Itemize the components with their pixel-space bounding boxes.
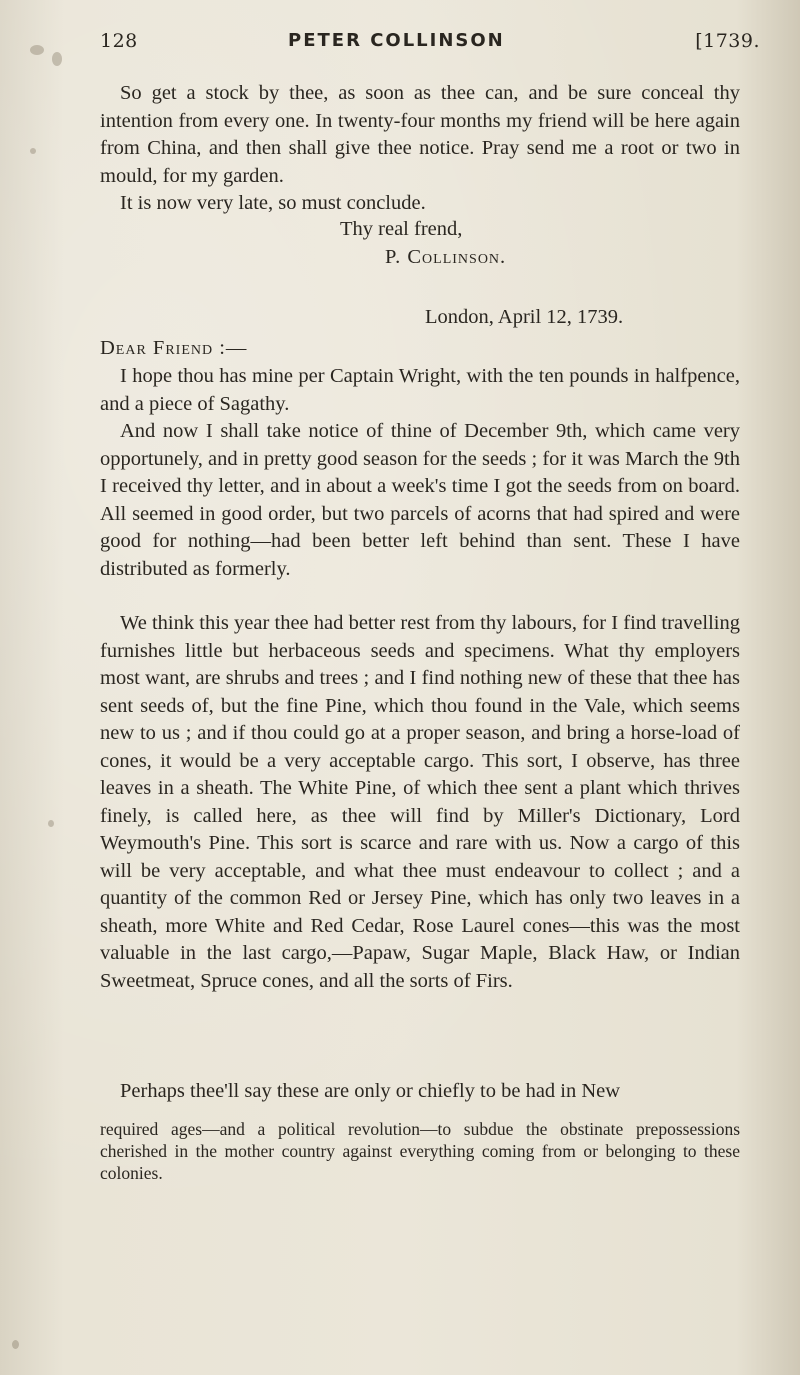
foxing-spot	[30, 45, 44, 55]
letter1-signature: P. Collinson.	[385, 246, 507, 268]
letter2-paragraph1: I hope thou has mine per Captain Wright, with the ten pounds in halfpence, and a piece of Sagathy.	[100, 365, 740, 415]
foxing-spot	[52, 52, 62, 66]
letter2-dateline: London, April 12, 1739.	[425, 306, 624, 328]
running-header	[100, 30, 760, 64]
letter2-salutation: Dear Friend :—	[100, 337, 248, 359]
foxing-spot	[12, 1340, 19, 1349]
foxing-spot	[48, 820, 54, 827]
letter2-paragraph2: And now I shall take notice of thine of December 9th, which came very opportunely, and in pretty good season for the seeds ; for it was March the 9th I received thy letter, and in about a week's time I got the seeds from on board. All seemed in good order, but two parcels of acorns that had spired and were good for nothing—had been better left behind than sent. These I have distributed as formerly.	[100, 420, 740, 580]
letter1-closing: Thy real frend,	[340, 218, 463, 240]
page-number: 128	[100, 30, 138, 52]
foxing-spot	[30, 148, 36, 154]
letter2-paragraph4: Perhaps thee'll say these are only or chiefly to be had in New	[120, 1080, 621, 1102]
footnote: required ages—and a political revolution—to subdue the obstinate prepossessions cherished in the mother country against everything coming from or belonging to these colonies.	[100, 1119, 740, 1183]
letter1-paragraph1: So get a stock by thee, as soon as thee can, and be sure conceal thy intention from every one. In twenty-four months my friend will be here again from China, and then shall give thee notice. Pray send me a root or two in mould, for my garden.	[100, 82, 740, 187]
header-year: [1739.	[695, 30, 760, 52]
letter2-paragraph3: We think this year thee had better rest from thy labours, for I find travelling furnishes little but herbaceous seeds and specimens. What thy employers most want, are shrubs and trees ; and I find nothing new of these that thee has sent seeds of, but the fine Pine, which thou found in the Vale, which seems new to us ; and if thou could go at a proper season, and bring a horse-load of cones, it would be a very acceptable cargo. This sort, I observe, has three leaves in a sheath. The White Pine, of which thee sent a plant which thrives finely, is called here, as thee will find by Miller's Dictionary, Lord Weymouth's Pine. This sort is scarce and rare with us. Now a cargo of this will be very acceptable, and what thee must endeavour to collect ; and a quantity of the common Red or Jersey Pine, which has only two leaves in a sheath, more White and Red Cedar, Rose Laurel cones—this was the most valuable in the last cargo,—Papaw, Sugar Maple, Black Haw, or Indian Sweetmeat, Spruce cones, and all the sorts of Firs.	[100, 612, 740, 992]
running-title: PETER COLLINSON	[288, 30, 505, 51]
letter1-paragraph2: It is now very late, so must conclude.	[120, 192, 426, 214]
